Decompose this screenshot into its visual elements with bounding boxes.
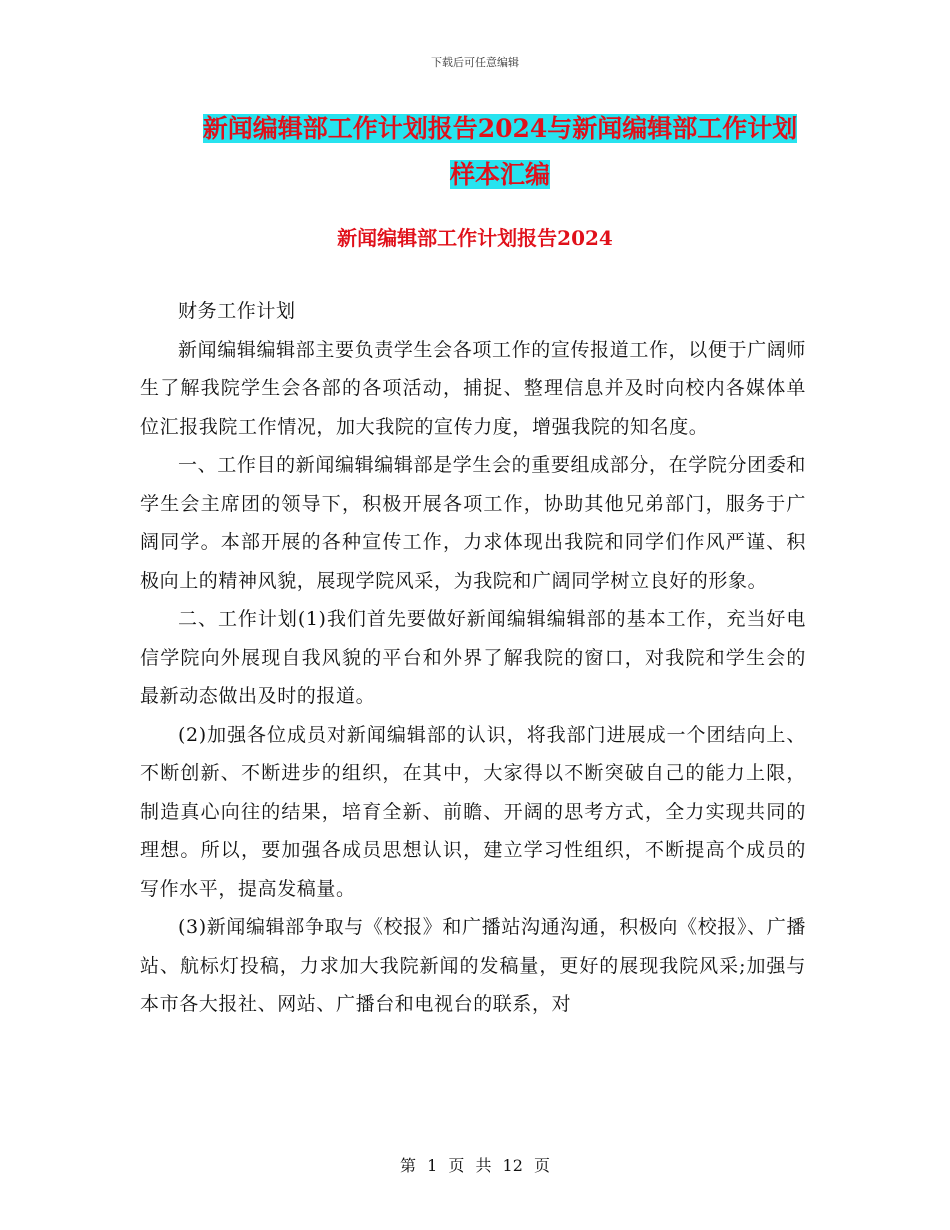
title-line-2: 样本汇编	[449, 160, 550, 189]
paragraph: 一、工作目的新闻编辑编辑部是学生会的重要组成部分，在学院分团委和学生会主席团的领导下，积极开展各项工作，协助其他兄弟部门，服务于广阔同学。本部开展的各种宣传工作，力求体现出我院和同学们作风严谨、积极向上的精神风貌，展现学院风采，为我院和广阔同学树立良好的形象。	[140, 454, 806, 592]
document-title	[150, 106, 850, 198]
paragraph: 新闻编辑编辑部主要负责学生会各项工作的宣传报道工作，以便于广阔师生了解我院学生会各部的各项活动，捕捉、整理信息并及时向校内各媒体单位汇报我院工作情况，加大我院的宣传力度，增强我院的知名度。	[140, 338, 806, 438]
title-line-1: 新闻编辑部工作计划报告2024与新闻编辑部工作计划	[202, 114, 798, 143]
paragraph: 财务工作计划	[178, 300, 296, 322]
paragraph: (3)新闻编辑部争取与《校报》和广播站沟通沟通，积极向《校报》、广播站、航标灯投稿，力求加大我院新闻的发稿量，更好的展现我院风采;加强与本市各大报社、网站、广播台和电视台的联系，对	[140, 916, 806, 1015]
page-footer: 第 1 页 共 12 页	[400, 1156, 550, 1175]
section-title: 新闻编辑部工作计划报告2024	[337, 226, 613, 250]
paragraph: (2)加强各位成员对新闻编辑部的认识，将我部门进展成一个团结向上、不断创新、不断进步的组织，在其中，大家得以不断突破自己的能力上限，制造真心向往的结果，培育全新、前瞻、开阔的思考方式，全力实现共同的理想。所以，要加强各成员思想认识，建立学习性组织，不断提高个成员的写作水平，提高发稿量。	[140, 723, 806, 900]
document-body	[140, 292, 806, 1024]
page-header-note: 下载后可任意编辑	[431, 56, 519, 69]
paragraph: 二、工作计划(1)我们首先要做好新闻编辑编辑部的基本工作，充当好电信学院向外展现自我风貌的平台和外界了解我院的窗口，对我院和学生会的最新动态做出及时的报道。	[140, 608, 806, 707]
